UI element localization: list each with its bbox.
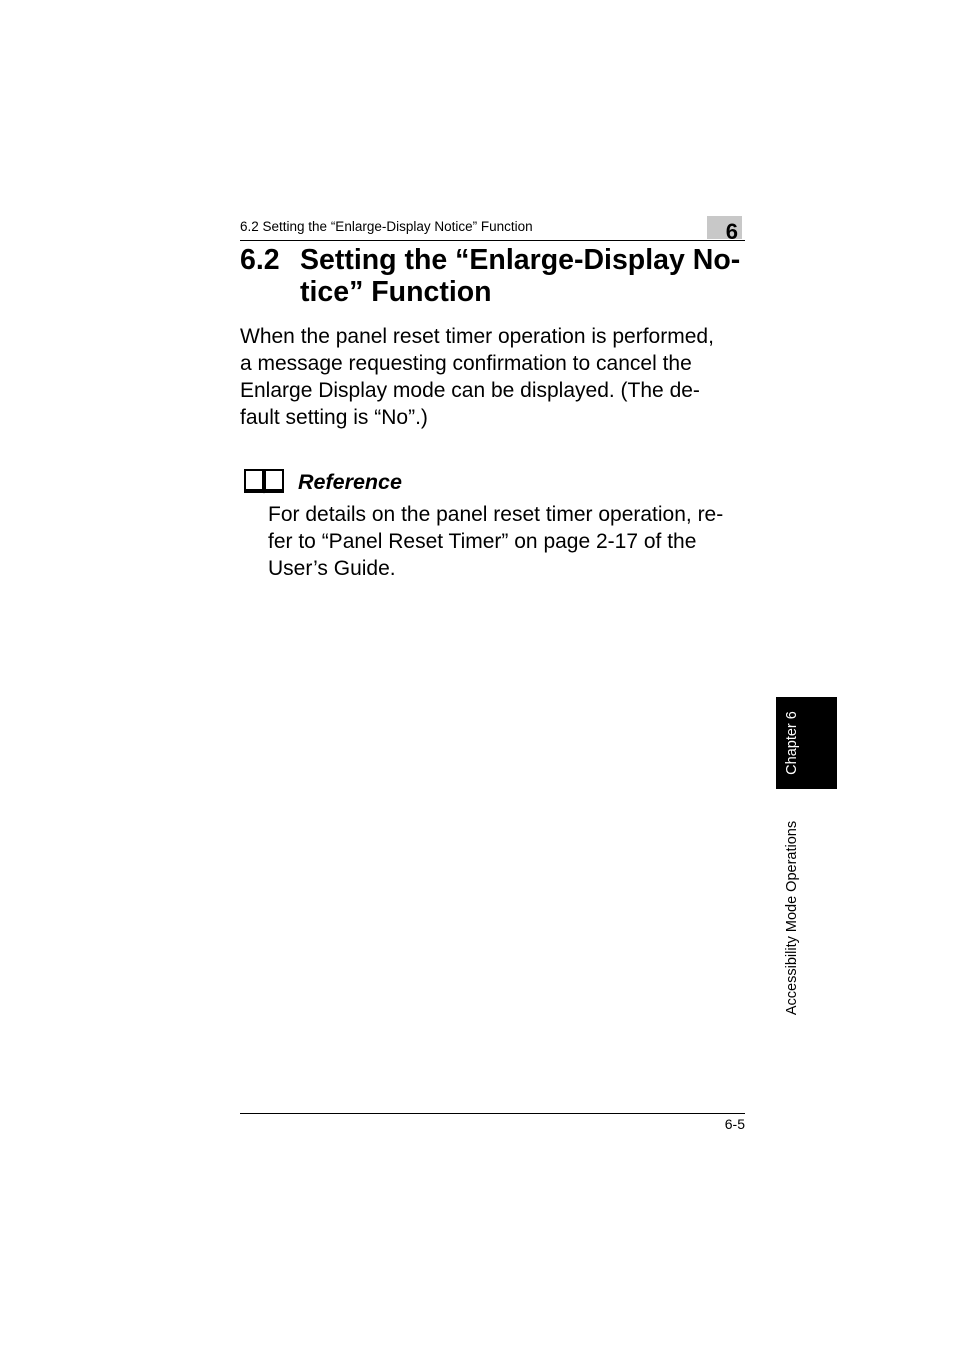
chapter-number: 6: [725, 219, 738, 244]
reference-line: fer to “Panel Reset Timer” on page 2-17 of the: [268, 530, 697, 553]
reference-line: For details on the panel reset timer operation, re-: [268, 503, 724, 526]
reference-heading: Reference: [298, 470, 402, 494]
intro-line: a message requesting confirmation to cancel the: [240, 352, 692, 375]
intro-line: Enlarge Display mode can be displayed. (The de-: [240, 379, 700, 402]
section-title-line-2: tice” Function: [300, 276, 492, 308]
section-title-line-1: Setting the “Enlarge-Display No-: [300, 244, 741, 276]
intro-line: fault setting is “No”.): [240, 406, 428, 429]
book-icon: [243, 468, 285, 494]
intro-paragraph: [240, 323, 760, 431]
footer-divider: [240, 1113, 745, 1114]
chapter-side-title: Accessibility Mode Operations: [784, 820, 800, 1016]
chapter-side-tab-label: Chapter 6: [784, 711, 800, 775]
header-divider: [240, 240, 745, 241]
section-number: 6.2: [240, 244, 280, 276]
running-header: 6.2 Setting the “Enlarge-Display Notice” Function: [240, 219, 533, 234]
reference-paragraph: [268, 501, 788, 582]
intro-line: When the panel reset timer operation is performed,: [240, 325, 714, 348]
chapter-number-badge: [707, 216, 742, 244]
reference-line: User’s Guide.: [268, 557, 396, 580]
page-number: 6-5: [724, 1116, 745, 1132]
